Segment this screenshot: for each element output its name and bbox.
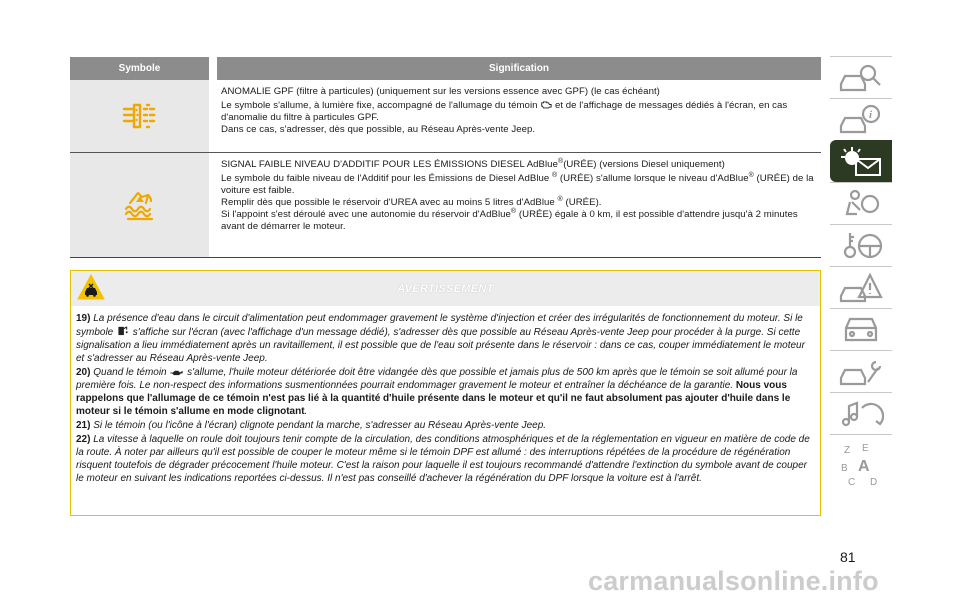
car-warning-icon xyxy=(838,272,884,304)
tab-vehicle-info[interactable] xyxy=(830,98,892,140)
row-title: SIGNAL FAIBLE NIVEAU D'ADDITIF POUR LES ÉMISSIONS DIESEL AdBlue®(URÉE) (versions Diesel uniquement) xyxy=(221,157,725,170)
table-row xyxy=(70,80,821,153)
key-steering-wheel-icon xyxy=(838,230,884,262)
header-meaning: Signification xyxy=(217,57,821,80)
tab-index[interactable] xyxy=(830,434,892,496)
watermark: carmanualsonline.info xyxy=(588,566,879,596)
row-title: ANOMALIE GPF (filtre à particules) (uniquement sur les versions essence avec GPF) (le cas échéant) xyxy=(221,86,660,97)
row-paragraph: Si l'appoint s'est déroulé avec une autonomie du réservoir d'AdBlue® (URÉE) égale à 0 km, il est possible d'attendre jusqu'à 2 minutes avant de démarrer le moteur. xyxy=(221,207,798,232)
tab-driving[interactable] xyxy=(830,224,892,266)
car-info-icon xyxy=(838,104,884,136)
svg-text:Z: Z xyxy=(844,445,851,456)
car-front-icon xyxy=(838,314,884,346)
row-paragraph: Le symbole s'allume, à lumière fixe, accompagné de l'allumage du témoin et de l'affichage de messages dédiés à l'écran, en cas d'anomalie du filtre à particules GPF. xyxy=(221,100,788,123)
table-header xyxy=(70,57,821,80)
tab-vehicle-search[interactable] xyxy=(830,56,892,98)
warning-header xyxy=(71,271,820,306)
warning-title: AVERTISSEMENT xyxy=(397,282,494,295)
engine-icon xyxy=(540,100,552,109)
warning-light-envelope-icon xyxy=(838,145,884,177)
tab-safety[interactable] xyxy=(830,182,892,224)
warning-body xyxy=(71,306,820,485)
dpf-filter-icon xyxy=(120,101,160,131)
warning-car-icon xyxy=(77,274,105,300)
warning-box xyxy=(70,270,821,516)
note-22: 22) La vitesse à laquelle on roule doit toujours tenir compte de la circulation, des conditions atmosphériques et de la réglementation en vigueur en matière de code de la route. À noter par ailleurs qu'il est possible de couper le moteur même si le témoin DPF est allumé : des interruptions répétées de la procédure de régénération risquent toutefois de dégrader précocement l'huile moteur. C'est la raison pour laquelle il est toujours recommandé d'attendre l'extinction du symbole avant de couper le moteur en suivant les indications reportées ci-dessus. Il n'est pas conseillé d'achever la régénération du DPF lorsque la voiture est à l'arrêt. xyxy=(76,434,810,484)
chapter-sidebar xyxy=(830,56,892,496)
meaning-cell xyxy=(217,153,821,257)
tab-multimedia[interactable] xyxy=(830,392,892,434)
airbag-person-icon xyxy=(838,188,884,220)
row-paragraph: Le symbole du faible niveau de l'Additif pour les Émissions de Diesel AdBlue ® (URÉE) s'allume lorsque le niveau d'AdBlue® (URÉE) de la voiture est faible. xyxy=(221,171,814,196)
table-row xyxy=(70,153,821,258)
page-number: 81 xyxy=(840,549,856,565)
tab-tech-data[interactable] xyxy=(830,350,892,392)
oil-degraded-icon xyxy=(169,369,184,376)
symbol-cell xyxy=(70,153,209,257)
note-19: 19) La présence d'eau dans le circuit d'alimentation peut endommager gravement le système d'injection et créer des irrégularités de fonctionnement du moteur. Si le symbole s'affiche sur l'écran (avec l'affichage d'un message dédié), s'adresser dès que possible au Réseau Après-vente Jeep pour procéder à la purge. Si cette signalisation a lieu immédiatement après un ravitaillement, il est possible que de l'eau soit présente dans le réservoir : dans ce cas, couper immédiatement le moteur et s'adresser au Réseau Après-vente Jeep. xyxy=(76,313,805,364)
svg-text:i: i xyxy=(869,109,873,121)
tab-warning-lights[interactable] xyxy=(830,140,892,182)
symbol-cell xyxy=(70,80,209,152)
tab-maintenance[interactable] xyxy=(830,308,892,350)
car-wrench-icon xyxy=(838,356,884,388)
car-magnifier-icon xyxy=(838,62,884,94)
alphabet-index-icon xyxy=(838,440,884,492)
meaning-cell xyxy=(217,80,821,152)
adblue-level-icon xyxy=(120,187,160,223)
svg-text:D: D xyxy=(870,477,878,488)
header-symbol: Symbole xyxy=(70,57,209,80)
tab-emergency[interactable] xyxy=(830,266,892,308)
svg-text:C: C xyxy=(848,477,856,488)
symbol-table xyxy=(70,57,821,258)
note-20: 20) Quand le témoin s'allume, l'huile moteur détériorée doit être vidangée dès que possible et jamais plus de 500 km après que le témoin se soit allumé pour la première fois. Le non-respect des informations susmentionnées pourrait endommager gravement le moteur et entraîner la déchéance de la garantie. Nous vous rappelons que l'allumage de ce témoin n'est pas lié à la quantité d'huile présente dans le moteur et qu'il ne faut absolument pas ajouter d'huile dans le moteur si le témoin s'allume en mode clignotant. xyxy=(76,367,798,417)
svg-text:A: A xyxy=(858,458,870,475)
svg-text:E: E xyxy=(862,443,869,454)
music-phone-icon xyxy=(838,398,884,430)
row-paragraph: Remplir dès que possible le réservoir d'UREA avec au moins 5 litres d'AdBlue ® (URÉE). xyxy=(221,195,602,208)
row-paragraph: Dans ce cas, s'adresser, dès que possible, au Réseau Après-vente Jeep. xyxy=(221,124,536,135)
svg-text:B: B xyxy=(841,463,848,474)
note-21: 21) Si le témoin (ou l'icône à l'écran) clignote pendant la marche, s'adresser au Réseau Après-vente Jeep. xyxy=(76,420,547,431)
water-in-fuel-icon xyxy=(116,325,130,336)
